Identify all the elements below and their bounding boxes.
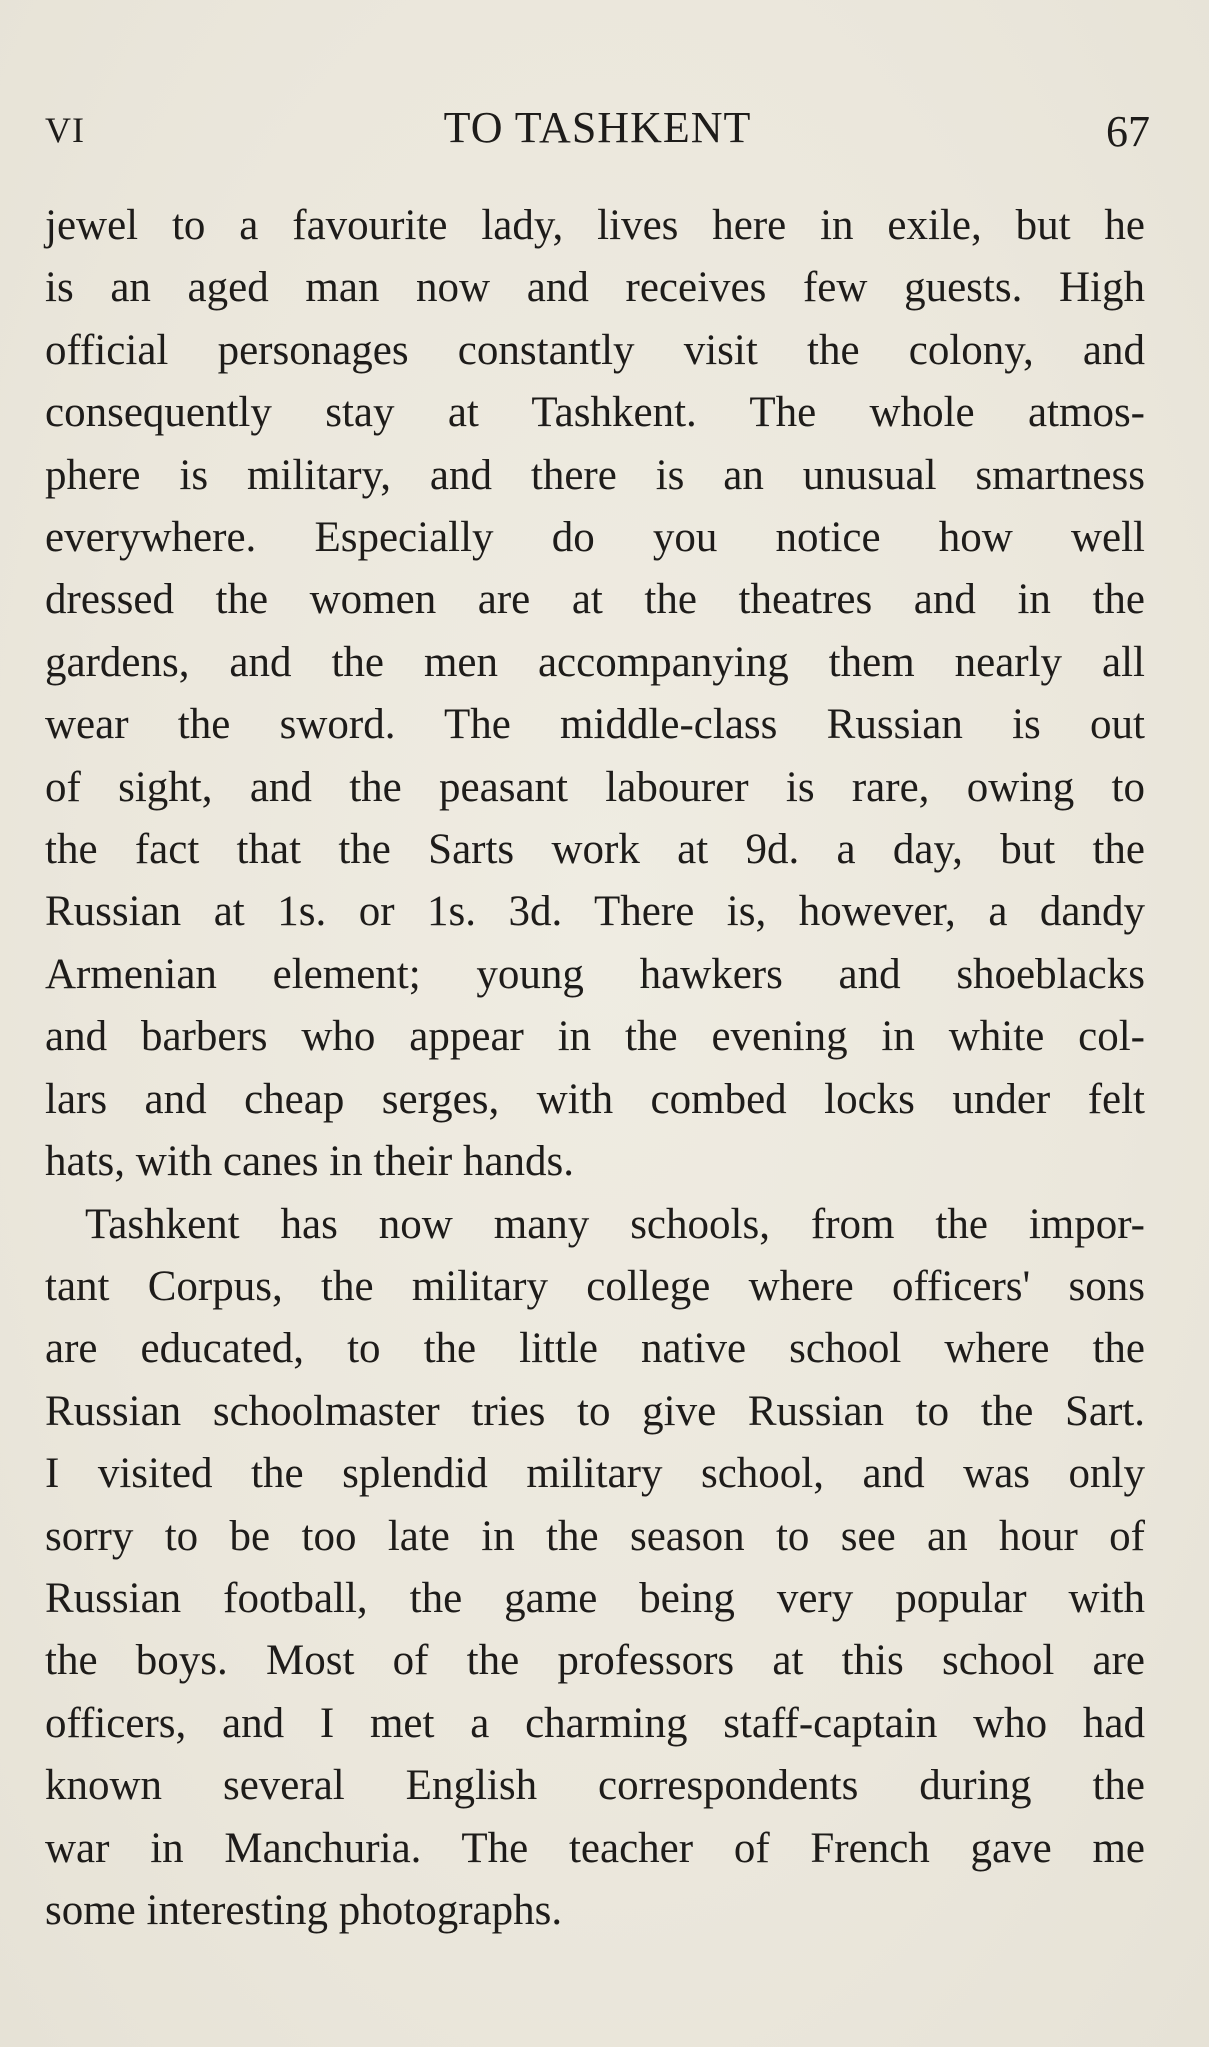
running-title: TO TASHKENT (443, 103, 752, 152)
text-line: I visited the splendid military school, and was only (45, 1450, 1145, 1498)
body-text (45, 195, 1145, 1942)
text-line: war in Manchuria. The teacher of French gave me (45, 1824, 1145, 1872)
paragraph (45, 195, 1145, 1194)
text-line: gardens, and the men accompanying them nearly all (45, 638, 1145, 686)
text-line: known several English correspondents during the (45, 1762, 1145, 1810)
text-line: tant Corpus, the military college where officers' sons (45, 1262, 1145, 1310)
paragraph (45, 1194, 1145, 1943)
text-line: consequently stay at Tashkent. The whole atmos- (45, 389, 1145, 437)
text-line: Tashkent has now many schools, from the impor- (85, 1200, 1145, 1248)
text-line: the boys. Most of the professors at this school are (45, 1637, 1145, 1685)
text-line: everywhere. Especially do you notice how well (45, 514, 1145, 562)
text-line: some interesting photographs. (45, 1886, 563, 1934)
text-line: of sight, and the peasant labourer is rare, owing to (45, 763, 1145, 811)
text-line: Russian football, the game being very popular with (45, 1574, 1145, 1622)
text-line: dressed the women are at the theatres and in the (45, 576, 1145, 624)
text-line: sorry to be too late in the season to see an hour of (45, 1512, 1145, 1560)
text-line: phere is military, and there is an unusual smartness (45, 451, 1145, 499)
chapter-numeral: VI (45, 110, 85, 150)
text-line: the fact that the Sarts work at 9d. a day, but the (45, 826, 1145, 874)
text-line: official personages constantly visit the colony, and (45, 326, 1145, 374)
running-head (45, 98, 1150, 158)
text-line: is an aged man now and receives few guests. High (45, 264, 1145, 312)
text-line: officers, and I met a charming staff-captain who had (45, 1699, 1145, 1747)
text-line: lars and cheap serges, with combed locks under felt (45, 1075, 1145, 1123)
text-line: hats, with canes in their hands. (45, 1138, 575, 1186)
text-line: and barbers who appear in the evening in white col- (45, 1013, 1145, 1061)
text-line: jewel to a favourite lady, lives here in exile, but he (45, 202, 1145, 249)
page-number: 67 (1106, 107, 1150, 156)
text-line: are educated, to the little native school where the (45, 1325, 1145, 1373)
text-line: Armenian element; young hawkers and shoeblacks (45, 950, 1145, 998)
text-line: Russian at 1s. or 1s. 3d. There is, however, a dandy (45, 888, 1145, 936)
text-line: wear the sword. The middle-class Russian is out (45, 701, 1145, 749)
text-line: Russian schoolmaster tries to give Russian to the Sart. (45, 1387, 1145, 1435)
